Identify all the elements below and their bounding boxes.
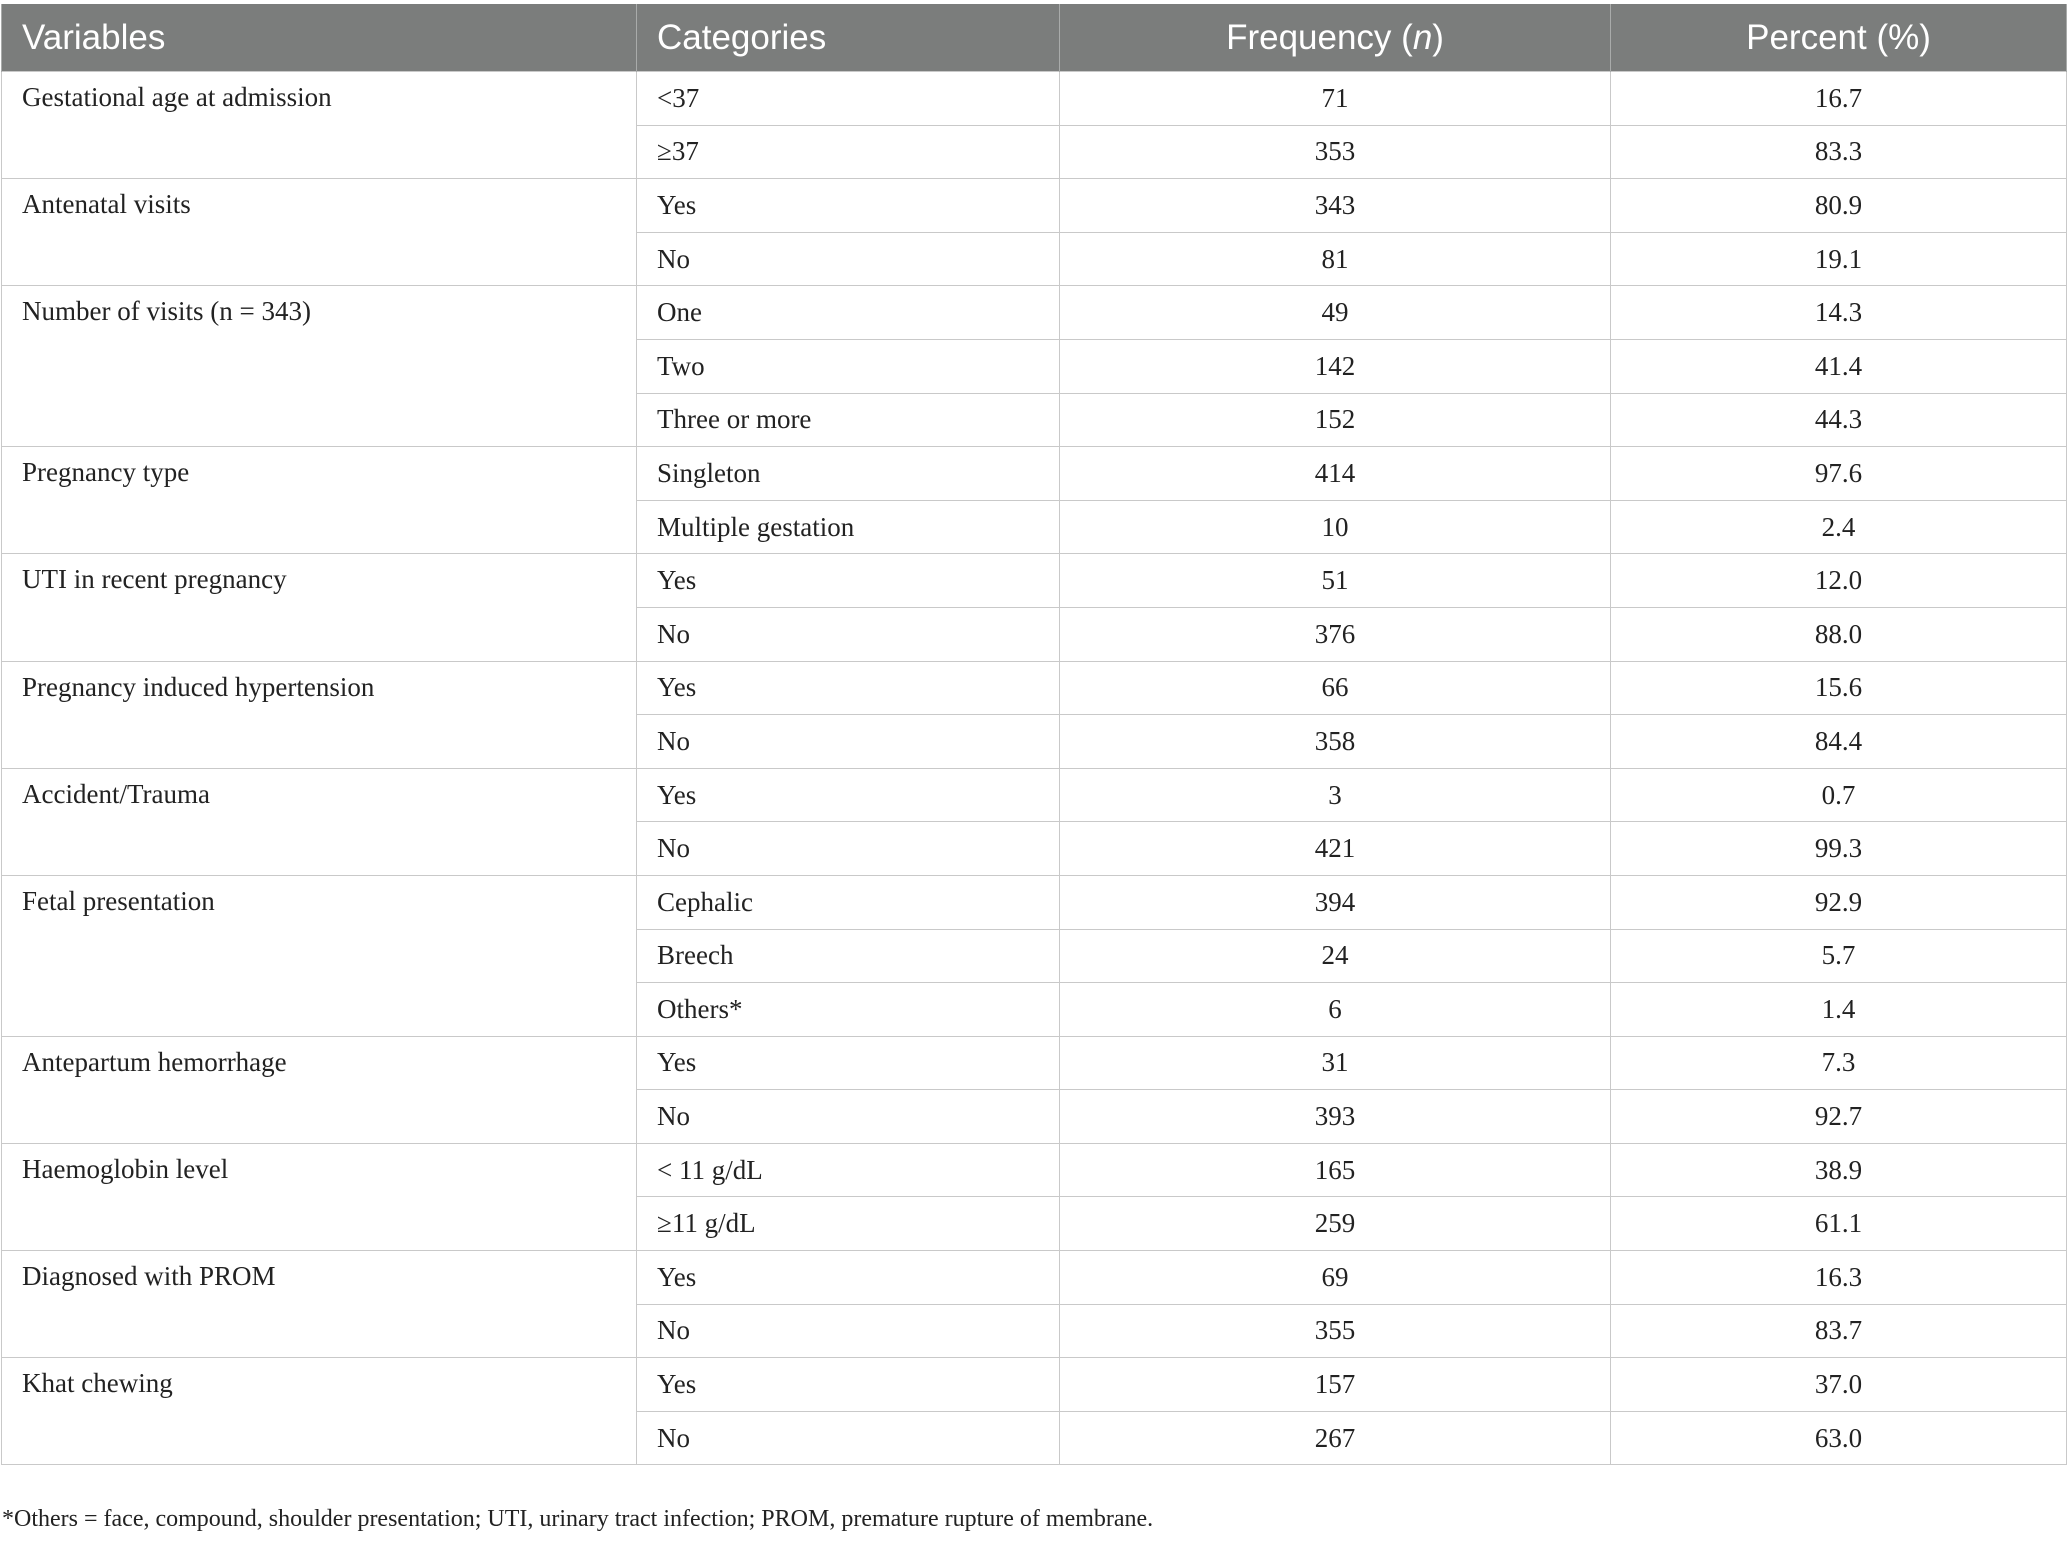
category-cell: Yes: [637, 554, 1060, 608]
frequency-cell: 267: [1060, 1411, 1611, 1465]
frequency-cell: 3: [1060, 768, 1611, 822]
header-frequency-suffix: ): [1432, 17, 1444, 57]
table-row: [2, 1358, 2067, 1412]
category-cell: No: [637, 1304, 1060, 1358]
table-row: [2, 1143, 2067, 1197]
category-cell: Two: [637, 339, 1060, 393]
category-cell: <37: [637, 72, 1060, 126]
variable-cell: Fetal presentation: [2, 875, 637, 1036]
frequency-cell: 353: [1060, 125, 1611, 179]
table-row: [2, 554, 2067, 608]
frequency-cell: 259: [1060, 1197, 1611, 1251]
header-frequency: [1060, 4, 1611, 72]
frequency-cell: 421: [1060, 822, 1611, 876]
percent-cell: 88.0: [1611, 607, 2067, 661]
category-cell: One: [637, 286, 1060, 340]
percent-cell: 37.0: [1611, 1358, 2067, 1412]
variable-cell: Antepartum hemorrhage: [2, 1036, 637, 1143]
frequency-cell: 376: [1060, 607, 1611, 661]
percent-cell: 41.4: [1611, 339, 2067, 393]
frequency-cell: 142: [1060, 339, 1611, 393]
table-row: [2, 179, 2067, 233]
frequency-cell: 393: [1060, 1090, 1611, 1144]
percent-cell: 63.0: [1611, 1411, 2067, 1465]
variable-cell: Diagnosed with PROM: [2, 1251, 637, 1358]
category-cell: Singleton: [637, 447, 1060, 501]
percent-cell: 84.4: [1611, 715, 2067, 769]
frequency-cell: 358: [1060, 715, 1611, 769]
category-cell: No: [637, 715, 1060, 769]
percent-cell: 97.6: [1611, 447, 2067, 501]
percent-cell: 16.7: [1611, 72, 2067, 126]
percent-cell: 2.4: [1611, 500, 2067, 554]
frequency-cell: 343: [1060, 179, 1611, 233]
percent-cell: 16.3: [1611, 1251, 2067, 1305]
header-variables: Variables: [2, 4, 637, 72]
frequency-cell: 6: [1060, 983, 1611, 1037]
table-footnote: *Others = face, compound, shoulder presentation; UTI, urinary tract infection; PROM, premature rupture of membrane.: [2, 1506, 1154, 1532]
category-cell: ≥11 g/dL: [637, 1197, 1060, 1251]
category-cell: No: [637, 822, 1060, 876]
header-percent: Percent (%): [1611, 4, 2067, 72]
percent-cell: 92.7: [1611, 1090, 2067, 1144]
variable-cell: Accident/Trauma: [2, 768, 637, 875]
category-cell: Three or more: [637, 393, 1060, 447]
frequency-cell: 355: [1060, 1304, 1611, 1358]
category-cell: Others*: [637, 983, 1060, 1037]
percent-cell: 83.7: [1611, 1304, 2067, 1358]
variable-cell: Haemoglobin level: [2, 1143, 637, 1250]
category-cell: No: [637, 1090, 1060, 1144]
percent-cell: 1.4: [1611, 983, 2067, 1037]
category-cell: < 11 g/dL: [637, 1143, 1060, 1197]
frequency-cell: 157: [1060, 1358, 1611, 1412]
table-row: [2, 447, 2067, 501]
table-row: [2, 1251, 2067, 1305]
frequency-cell: 71: [1060, 72, 1611, 126]
frequency-cell: 66: [1060, 661, 1611, 715]
variable-cell: Pregnancy type: [2, 447, 637, 554]
variable-cell: Gestational age at admission: [2, 72, 637, 179]
table-row: [2, 875, 2067, 929]
table-body: [2, 72, 2067, 1465]
table-row: [2, 72, 2067, 126]
table-row: [2, 1036, 2067, 1090]
frequency-cell: 81: [1060, 232, 1611, 286]
percent-cell: 83.3: [1611, 125, 2067, 179]
header-frequency-prefix: Frequency (: [1226, 17, 1413, 57]
frequency-cell: 24: [1060, 929, 1611, 983]
variable-cell: Khat chewing: [2, 1358, 637, 1465]
category-cell: Yes: [637, 1358, 1060, 1412]
category-cell: No: [637, 1411, 1060, 1465]
percent-cell: 15.6: [1611, 661, 2067, 715]
header-frequency-n: n: [1412, 17, 1433, 57]
percent-cell: 0.7: [1611, 768, 2067, 822]
frequency-cell: 394: [1060, 875, 1611, 929]
percent-cell: 92.9: [1611, 875, 2067, 929]
table-row: [2, 768, 2067, 822]
table-row: [2, 286, 2067, 340]
percent-cell: 19.1: [1611, 232, 2067, 286]
variable-cell: Antenatal visits: [2, 179, 637, 286]
frequency-cell: 152: [1060, 393, 1611, 447]
data-table-container: [1, 4, 2066, 1465]
header-categories: Categories: [637, 4, 1060, 72]
frequency-cell: 49: [1060, 286, 1611, 340]
category-cell: ≥37: [637, 125, 1060, 179]
percent-cell: 99.3: [1611, 822, 2067, 876]
percent-cell: 44.3: [1611, 393, 2067, 447]
percent-cell: 14.3: [1611, 286, 2067, 340]
variable-cell: Pregnancy induced hypertension: [2, 661, 637, 768]
percent-cell: 12.0: [1611, 554, 2067, 608]
table-row: [2, 661, 2067, 715]
category-cell: Yes: [637, 768, 1060, 822]
percent-cell: 61.1: [1611, 1197, 2067, 1251]
category-cell: Yes: [637, 661, 1060, 715]
percent-cell: 80.9: [1611, 179, 2067, 233]
category-cell: Cephalic: [637, 875, 1060, 929]
category-cell: No: [637, 232, 1060, 286]
category-cell: Yes: [637, 179, 1060, 233]
frequency-cell: 51: [1060, 554, 1611, 608]
category-cell: Yes: [637, 1036, 1060, 1090]
category-cell: No: [637, 607, 1060, 661]
percent-cell: 7.3: [1611, 1036, 2067, 1090]
header-row: [2, 4, 2067, 72]
category-cell: Multiple gestation: [637, 500, 1060, 554]
frequency-cell: 165: [1060, 1143, 1611, 1197]
data-table: [1, 4, 2067, 1465]
category-cell: Breech: [637, 929, 1060, 983]
category-cell: Yes: [637, 1251, 1060, 1305]
frequency-cell: 69: [1060, 1251, 1611, 1305]
percent-cell: 5.7: [1611, 929, 2067, 983]
variable-cell: UTI in recent pregnancy: [2, 554, 637, 661]
variable-cell: Number of visits (n = 343): [2, 286, 637, 447]
frequency-cell: 10: [1060, 500, 1611, 554]
frequency-cell: 31: [1060, 1036, 1611, 1090]
frequency-cell: 414: [1060, 447, 1611, 501]
percent-cell: 38.9: [1611, 1143, 2067, 1197]
